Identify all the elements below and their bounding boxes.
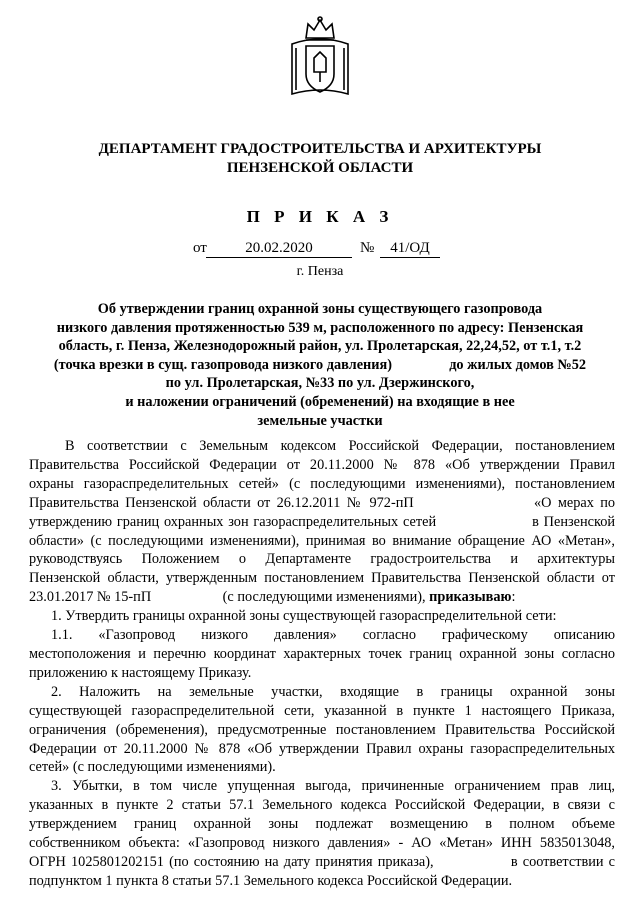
body-line: Федерации от 20.11.2000 № 878 «Об утверждении Правил охраны газораспределительных	[29, 740, 615, 757]
title-line: низкого давления протяженностью 539 м, расположенного по адресу: Пензенская	[56, 319, 584, 336]
order-date: 20.02.2020	[206, 240, 352, 258]
title-line: область, г. Пенза, Железнодорожный район, ул. Пролетарская, 22,24,52, от т.1, т.2	[58, 338, 582, 355]
body-line: Правительства Пензенской области от 26.12.2011 № 972-пП «О мерах по	[29, 494, 615, 511]
body-line: В соответствии с Земельным кодексом Российской Федерации, постановлением	[65, 438, 615, 454]
body-line: 1. Утвердить границы охранной зоны существующей газораспределительной сети:	[51, 608, 557, 625]
body-line: 1.1. «Газопровод низкого давления» согласно графическому описанию	[51, 627, 615, 644]
body-line: 3. Убытки, в том числе упущенная выгода, причиненные ограничением прав лиц,	[51, 778, 615, 795]
number-prefix: №	[360, 240, 375, 256]
body-line: Правительства Российской Федерации от 20.11.2000 № 878 «Об утверждении Правил	[29, 456, 615, 473]
title-line: по ул. Пролетарская, №33 по ул. Дзержинского,	[165, 375, 475, 392]
body-line: местоположения и перечню координат характерных точек границ охранной зоны согласно	[29, 645, 615, 662]
order-heading: П Р И К А З	[246, 207, 394, 226]
decree-word: приказываю	[429, 589, 512, 606]
body-line: утверждением границ охранной зоны подлежат возмещению в полном объеме	[29, 816, 615, 833]
body-line: приложению к настоящему Приказу.	[29, 664, 252, 681]
title-line: Об утверждении границ охранной зоны существующего газопровода	[97, 301, 543, 317]
body-line: сетей» (с последующими изменениями).	[29, 759, 276, 776]
city: г. Пенза	[296, 264, 344, 279]
body-line: утверждению границ охранных зон газораспределительных сетей в Пензенской	[29, 513, 615, 530]
decree-colon: :	[511, 589, 516, 606]
body-line: 2. Наложить на земельные участки, входящие в границы охранной зоны	[51, 683, 615, 700]
body-line: Пензенской области, утвержденным постановлением Правительства Пензенской области от	[29, 570, 615, 587]
title-line: (точка врезки в сущ. газопровода низкого давления) до жилых домов №52	[53, 356, 587, 373]
body-line: указанных в пункте 2 статьи 57.1 Земельного кодекса Российской Федерации, в связи с	[29, 797, 615, 814]
body-line: охраны газораспределительных сетей» (с последующими изменениями), постановлением	[29, 475, 615, 492]
department-name-line-2: ПЕНЗЕНСКОЙ ОБЛАСТИ	[226, 160, 414, 176]
order-body	[29, 437, 615, 891]
body-line: собственником объекта: «Газопровод низкого давления» - АО «Метан» ИНН 5835013048,	[29, 835, 615, 852]
body-line: подпунктом 1 пункта 8 статьи 57.1 Земельного кодекса Российской Федерации.	[29, 872, 513, 889]
body-line: ОГРН 1025801202151 (по состоянию на дату принятия приказа), в соответствии с	[29, 853, 615, 870]
order-title	[20, 300, 620, 430]
title-line: земельные участки	[257, 412, 383, 429]
penza-coat-of-arms-icon	[284, 14, 356, 104]
department-name-line-1: ДЕПАРТАМЕНТ ГРАДОСТРОИТЕЛЬСТВА И АРХИТЕКТУРЫ	[98, 141, 542, 157]
order-number: 41/ОД	[380, 240, 440, 258]
decree-basis: 23.01.2017 № 15-пП (с последующими изменениями),	[29, 589, 430, 606]
body-line: существующей газораспределительной сети, указанной в пункте 1 настоящего Приказа,	[29, 702, 615, 719]
body-line: руководствуясь Положением о Департаменте градостроительства и архитектуры	[29, 551, 615, 568]
body-line: ограничения (обременения), предусмотренные постановлением Правительства Российской	[29, 721, 615, 738]
date-prefix: от	[193, 240, 207, 256]
body-line: области» (с последующими изменениями), принимая во внимание обращение АО «Метан»,	[29, 532, 615, 549]
body-line-decree	[29, 588, 615, 607]
title-line: и наложении ограничений (обременений) на входящие в нее	[125, 393, 515, 410]
